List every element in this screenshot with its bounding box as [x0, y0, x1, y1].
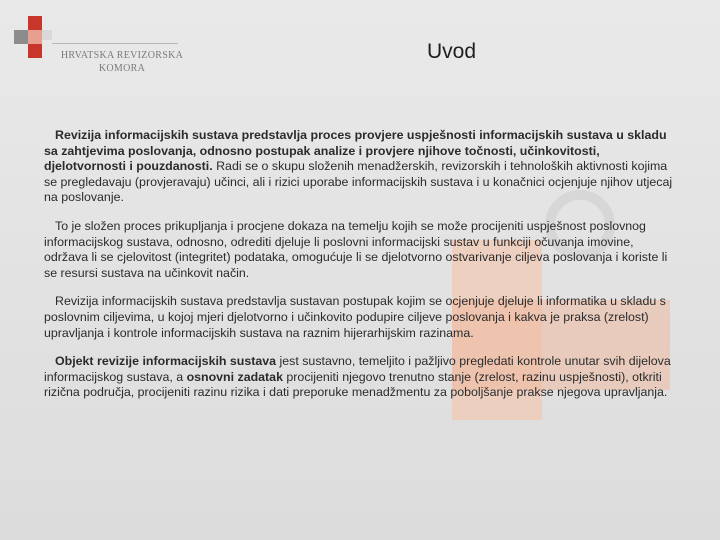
paragraph-4-text-1: jest sustavno, temeljito i pažljivo pregledati kontrole unutar svih dijelova informacijskog sustava, a: [44, 354, 671, 384]
logo-line-2: KOMORA: [98, 63, 146, 74]
paragraph-2: [44, 219, 680, 281]
paragraph-2-text: To je složen proces prikupljanja i procjene dokaza na temelju kojih se može procijeniti uspješnost poslovnog informacijskog sustava, odnosno, odrediti djeluje li poslovni informacijski sustav u funkciji očuvanja imovine, održava li se cjelovitost (integritet) podataka, omogućuje li se djelotvorno ostvarivanje ciljeva poslovanja i koriste li se resursi sustava na učinkovit način.: [44, 218, 668, 280]
paragraph-3: [44, 294, 680, 341]
paragraph-4-bold-2: osnovni zadatak: [186, 369, 283, 384]
logo-line-1: HRVATSKA REVIZORSKA: [60, 50, 184, 61]
slide-title: Uvod: [426, 40, 477, 63]
paragraph-1: [44, 128, 680, 206]
paragraph-1-text: Radi se o skupu složenih menadžerskih, revizorskih i tehnoloških aktivnosti kojima se pregledavaju (provjeravaju) učinci, ali i rizici uporabe informacijskih sustava i u konačnici ocjenjuje njihov utjecaj na poslovanje.: [44, 159, 673, 205]
paragraph-4: [44, 354, 680, 401]
paragraph-4-text-2: procijeniti njegovo trenutno stanje (zrelost, razinu uspješnosti), otkriti rizična područja, procijeniti razinu rizika i dati preporuke menadžmentu za poboljšanje prakse njegova upravljanja.: [44, 369, 668, 400]
paragraph-3-text: Revizija informacijskih sustava predstavlja sustavan postupak kojim se ocjenjuje djeluje li informatika u skladu s poslovnim ciljevima, u kojoj mjeri djelotvorno i učinkovito podupire ciljeve poslovanja i kakva je praksa (zrelost) upravljanja i kontrole informacijskih sustava na raznim hijerarhijskim razinama.: [44, 294, 666, 340]
slide-body: [44, 128, 680, 414]
paragraph-4-bold-1: Objekt revizije informacijskih sustava: [55, 354, 277, 369]
paragraph-1-bold: Revizija informacijskih sustava predstavlja proces provjere uspješnosti informacijskih sustava u skladu sa zahtjevima poslovanja, odnosno postupak analize i provjere njihove točnosti, učinkovitosti, djelotvornosti i pouzdanosti.: [44, 128, 667, 174]
